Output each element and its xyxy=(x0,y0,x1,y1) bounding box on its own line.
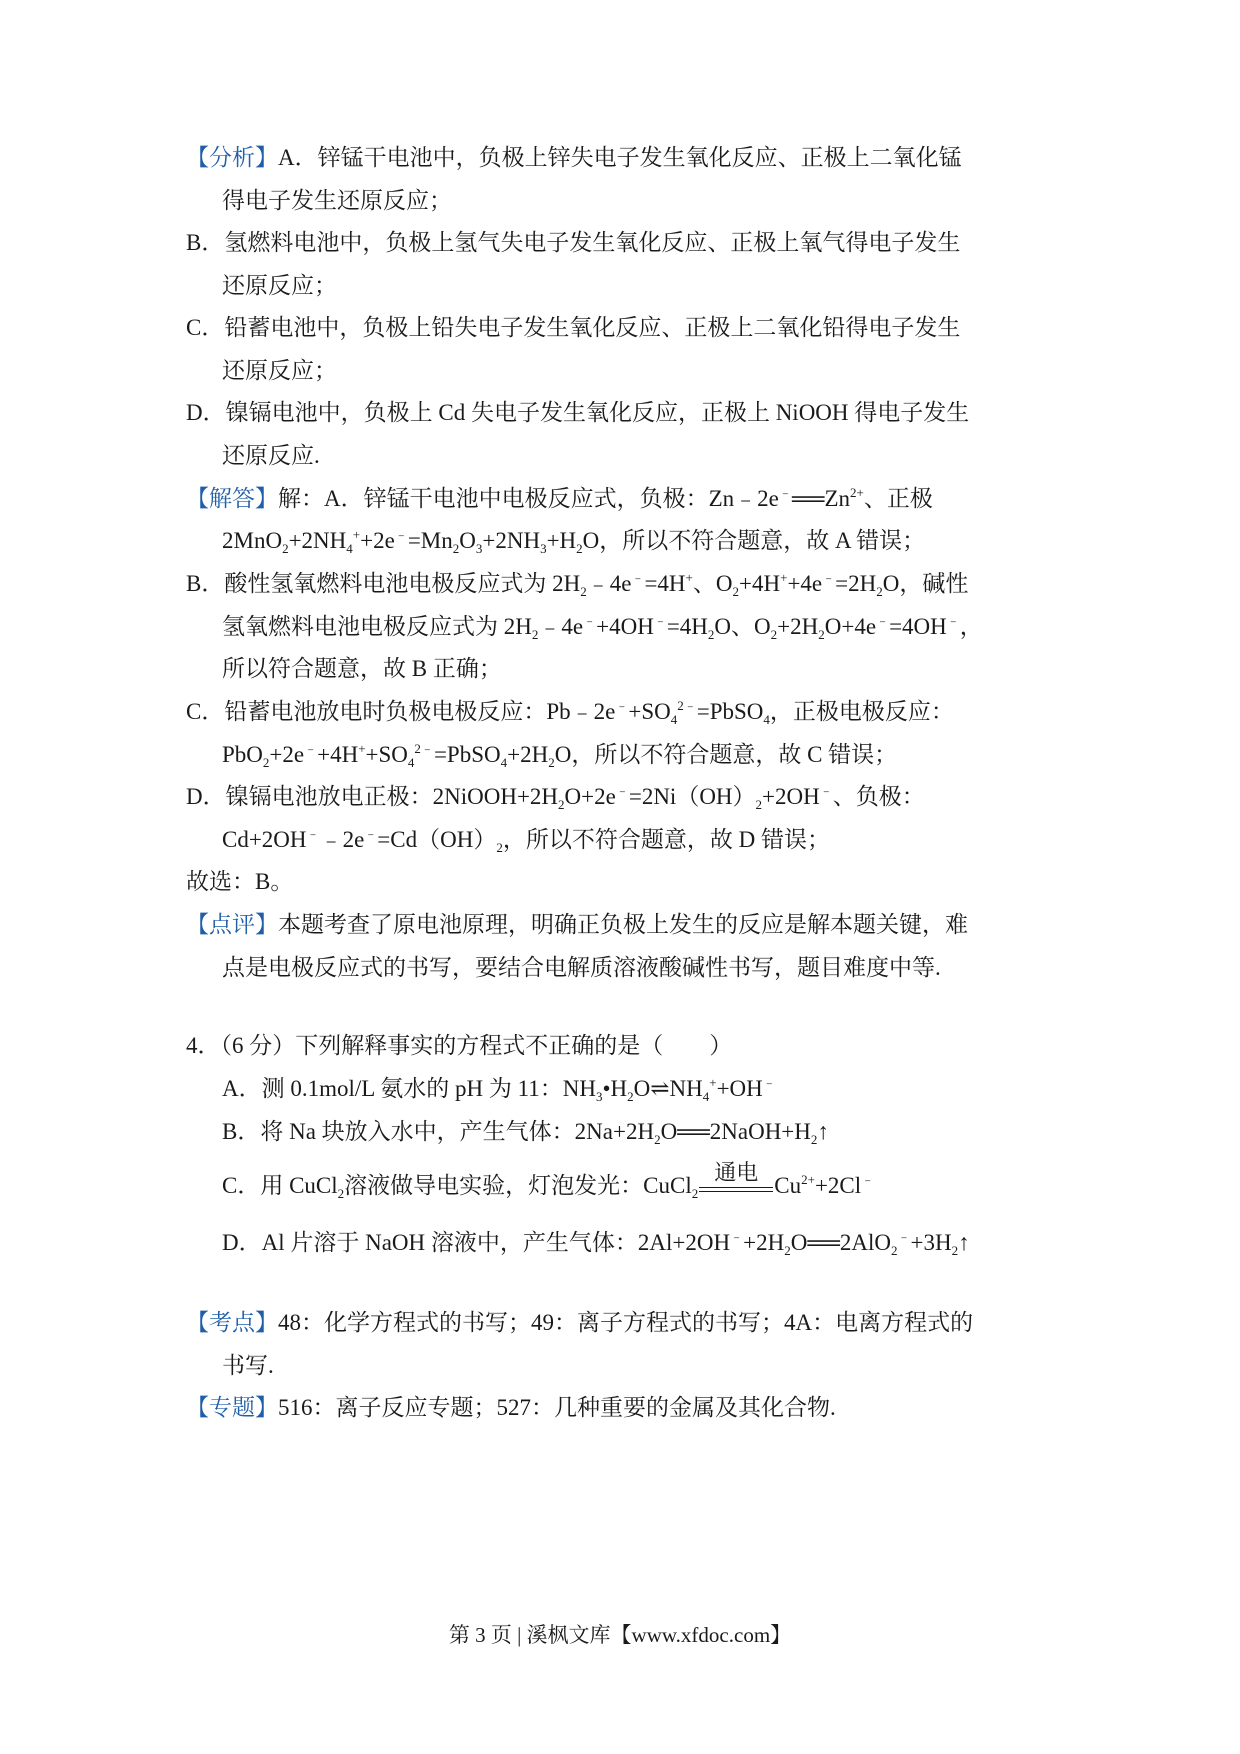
answer-intro: 解：A．锌锰干电池中电极反应式，负极：Zn﹣2e xyxy=(278,486,779,511)
kaodian-line-1: 【考点】48：化学方程式的书写；49：离子方程式的书写；4A：电离方程式的 xyxy=(186,1310,974,1335)
zhuanti-tag: 【专题】 xyxy=(186,1395,278,1420)
analysis-tag: 【分析】 xyxy=(186,145,278,170)
question-option-d: D．Al 片溶于 NaOH 溶液中，产生气体：$2Al+2OH^﹣+2H_2O══2AlO_2^﹣+3H_2↑$ xyxy=(222,1229,970,1258)
answer-line-a1: 【解答】解：A．锌锰干电池中电极反应式，负极：$Zn﹣2e^﹣══Zn^{2+}$、正极 xyxy=(186,485,933,511)
analysis-line-d2: 还原反应. xyxy=(222,443,320,468)
analysis-line-b1: B．氢燃料电池中，负极上氢气失电子发生氧化反应、正极上氧气得电子发生 xyxy=(186,230,961,255)
answer-line-c1: C．铅蓄电池放电时负极电极反应：$Pb﹣2e^﹣+SO_4^{2﹣}=PbSO_4$，正极电极反应： xyxy=(186,698,954,727)
analysis-line-b2: 还原反应； xyxy=(222,273,337,298)
kaodian-tag: 【考点】 xyxy=(186,1310,278,1335)
comment-line-1: 【点评】本题考查了原电池原理，明确正负极上发生的反应是解本题关键，难 xyxy=(186,912,968,937)
analysis-line-d1: D．镍镉电池中，负极上 Cd 失电子发生氧化反应，正极上 NiOOH 得电子发生 xyxy=(186,400,970,425)
analysis-text-a1: A．锌锰干电池中，负极上锌失电子发生氧化反应、正极上二氧化锰 xyxy=(278,145,962,170)
comment-line-2: 点是电极反应式的书写，要结合电解质溶液酸碱性书写，题目难度中等. xyxy=(222,955,941,980)
answer-line-a2: $2MnO_2+2NH_4^++2e^﹣=Mn_2O_3+2NH_3+H_2O$，所以不符合题意，故 A 错误； xyxy=(222,527,926,556)
question-option-b: B．将 Na 块放入水中，产生气体：$2Na+2H_2O══2NaOH+H_2↑$ xyxy=(222,1119,829,1147)
analysis-line-c2: 还原反应； xyxy=(222,358,337,383)
electrolysis-arrow xyxy=(699,1160,773,1203)
answer-choice: 故选：B。 xyxy=(186,869,294,894)
answer-line-b1: B．酸性氢氧燃料电池电极反应式为 $2H_2﹣4e^﹣=4H^+$、$O_2+4H^++4e^﹣=2H_2O$，碱性 xyxy=(186,570,969,599)
question-option-a: A．测 0.1mol/L 氨水的 pH 为 11：$NH_3•H_2O\rightleftharpoons NH_4^++OH^﹣$ xyxy=(222,1075,776,1104)
answer-line-b2: 氢氧燃料电池电极反应式为 $2H_2﹣4e^﹣+4OH^﹣=4H_2O$、$O_2+2H_2O+4e^﹣=4OH^﹣$， xyxy=(222,613,983,642)
analysis-line-c1: C．铅蓄电池中，负极上铅失电子发生氧化反应、正极上二氧化铅得电子发生 xyxy=(186,315,961,340)
answer-line-b3: 所以符合题意，故 B 正确； xyxy=(222,656,502,681)
page-footer: 第 3 页 | 溪枫文库【www.xfdoc.com】 xyxy=(448,1623,792,1647)
comment-tag: 【点评】 xyxy=(186,912,278,937)
electrolysis-condition: 通电 xyxy=(714,1160,759,1186)
zhuanti-line: 【专题】516：离子反应专题；527：几种重要的金属及其化合物. xyxy=(186,1395,836,1420)
kaodian-line-2: 书写. xyxy=(222,1353,274,1378)
answer-line-d2: $Cd+2OH^﹣﹣2e^﹣=Cd(OH)_2$，所以不符合题意，故 D 错误； xyxy=(222,826,830,855)
answer-tag: 【解答】 xyxy=(186,486,278,511)
analysis-line-a1 xyxy=(186,143,962,173)
question-option-c: C．用 CuCl$_2$溶液做导电实验，灯泡发光：CuCl$_2$ 通电 $Cu^{2+}+2Cl^﹣$ xyxy=(222,1160,875,1201)
analysis-line-a2: 得电子发生还原反应； xyxy=(222,188,452,213)
question-stem: 4．（6 分）下列解释事实的方程式不正确的是（ ） xyxy=(186,1033,733,1058)
answer-line-c2: $PbO_2+2e^﹣+4H^++SO_4^{2﹣}=PbSO_4+2H_2O$，所以不符合题意，故 C 错误； xyxy=(222,741,898,770)
answer-line-d1: D．镍镉电池放电正极：$2NiOOH+2H_2O+2e^﹣=2Ni(OH)_2+2OH^﹣$、负极： xyxy=(186,783,925,812)
